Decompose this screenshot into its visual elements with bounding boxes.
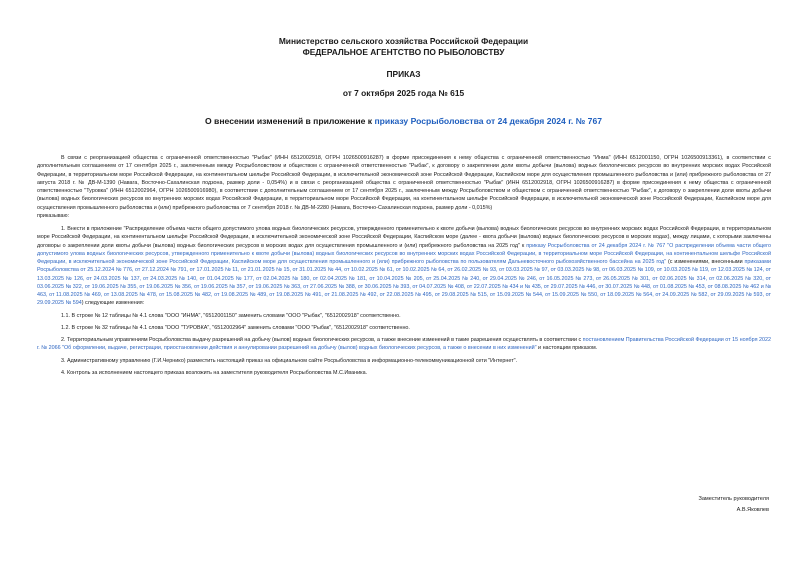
item-1-paragraph (37, 225, 771, 308)
title-prefix: О внесении изменений в приложение к (204, 116, 375, 126)
document-date-number: от 7 октября 2025 года № 615 (342, 88, 465, 98)
preamble-paragraph: В связи с реорганизацией общества с ограниченной ответственностью "Рыбак" (ИНН 6512002918, ОГРН 1026500916287) в форме присоединения к нему общества с ограниченной ответственностью "Инма" (ИНН 6512001150, ОГРН 1026500913361), в соответствии с дополнительным соглашением от 17 сентября 2025 г., заключенным между Росрыболовством и обществом с ограниченной ответственностью "Рыбак", к договору о закреплении доли квоты добычи (вылова) водных биологических ресурсов во внутренних морских водах Российской Федерации, в территориальном море Российской Федерации, на континентальном шельфе Российской Федерации, в исключительной экономической зоне Российской Федерации, Каспийском море для осуществления промышленного рыболовства и (или) прибрежного рыболовства от 27 августа 2018 г. № ДВ-М-1390 (Навага, Восточно-Сахалинская подзона, размер доли - 0,054%) и в связи с реорганизацией общества с ограниченной ответственностью "Рыбак" (ИНН 6512002918, ОГРН 1026500916287) в форме присоединения к нему общества с ограниченной ответственностью "Туровка" (ИНН 6512002964, ОГРН 1026500916980), в соответствии с дополнительным соглашением от 17 сентября 2025 г., заключенным между Росрыболовством и обществом с ограниченной ответственностью "Рыбак", к договору о закреплении доли квоты добычи (вылова) водных биологических ресурсов во внутренних морских водах Российской Федерации, в территориальном море Российской Федерации, на континентальном шельфе Российской Федерации, в исключительной экономической зоне Российской Федерации, Каспийском море для осуществления промышленного рыболовства и (или) прибрежного рыболовства от 7 сентября 2018 г. № ДВ-М-2280 (Навага, Восточно-Сахалинская подзона, размер доли - 0,015%) (37, 155, 771, 211)
item-1-order-link[interactable]: приказу Росрыболовства от 24 декабря 2024 г. № 767 "О распределении объема части общего допустимого улова водных биологических ресурсов, утвержденного применительно к квоте добычи (вылова) водных биологических ресурсов во внутренних морских водах Российской Федерации, в территориальном море Российской Федерации, на континентальном шельфе Российской Федерации, в исключительной экономической зоне Российской Федерации, Каспийском море для осуществления промышленного и (или) прибрежного рыболовства по пользователям Дальневосточного рыбохозяйственного бассейна на 2025 год" (37, 242, 772, 265)
document-title (0, 116, 807, 127)
document-type: ПРИКАЗ (386, 69, 421, 79)
item-1-amendments-link[interactable]: приказами Росрыболовства от 25.12.2024 № 776, от 27.12.2024 № 791, от 17.01.2025 № 11, от 21.01.2025 № 15, от 31.01.2025 № 44, от 10.02.2025 № 61, от 10.02.2025 № 64, от 26.02.2025 № 93, от 03.03.2025 № 97, от 03.03.2025 № 98, от 06.03.2025 № 109, от 10.03.2025 № 119, от 12.03.2025 № 124, от 13.03.2025 № 126, от 24.03.2025 № 137, от 24.03.2025 № 140, от 01.04.2025 № 177, от 02.04.2025 № 180, от 02.04.2025 № 181, от 10.04.2025 № 205, от 25.04.2025 № 240, от 29.04.2025 № 246, от 16.05.2025 № 273, от 26.05.2025 № 301, от 02.06.2025 № 314, от 02.06.2025 № 320, от 03.06.2025 № 322, от 19.06.2025 № 355, от 19.06.2025 № 356, от 19.06.2025 № 357, от 19.06.2025 № 363, от 27.06.2025 № 388, от 30.06.2025 № 393, от 04.07.2025 № 408, от 22.07.2025 № 434 и № 435, от 29.07.2025 № 446, от 30.07.2025 № 448, от 01.08.2025 № 453, от 08.08.2025 № 462 и № 463, от 11.08.2025 № 469, от 13.08.2025 № 478, от 15.08.2025 № 482, от 19.08.2025 № 489, от 19.08.2025 № 491, от 21.08.2025 № 492, от 22.08.2025 № 495, от 29.08.2025 № 515, от 15.09.2025 № 544, от 15.09.2025 № 550, от 18.09.2025 № 564, от 24.09.2025 № 582, от 29.09.2025 № 593, от 29.09.2025 № 594 (37, 259, 772, 307)
item-1-end: ) следующие изменения: (81, 300, 145, 307)
item-1-intro: 1. Внести в приложение "Распределение объема части общего допустимого улова водных биологических ресурсов, утвержденного применительно к квоте добычи (вылова) водных биологических ресурсов во внутренних морских водах Российской Федерации, в территориальном море Российской Федерации, на континентальном шельфе Российской Федерации, в исключительной экономической зоне Российской Федерации, Каспийском море (далее - квота добычи (вылова) водных биологических ресурсов в морских водах), между лицами, с которыми заключены договоры о закреплении доли квоты добычи (вылова) водных биологических ресурсов в морских водах для осуществления промышленного и (или) прибрежного рыболовства на 2025 год" к (37, 226, 771, 249)
item-2-end: и настоящим приказом. (536, 345, 598, 352)
item-1-2: 1.2. В строке № 32 таблицы № 4.1 слова "ООО "ТУРОВКА", "6512002964" заменить словами "ООО "Рыбак", "6512002918" соответственно. (61, 324, 410, 331)
item-2-resolution-link[interactable]: постановлением Правительства Российской Федерации от 15 ноября 2022 г. № 2066 "Об оформлении, выдаче, регистрации, приостановлении действия и аннулировании разрешений на добычу (вылов) водных биологических ресурсов, а также о внесении в них изменений" (37, 337, 771, 352)
signature-position: Заместитель руководителя (698, 496, 769, 502)
item-2-intro: 2. Территориальным управлениям Росрыболовства выдачу разрешений на добычу (вылов) водных биологических ресурсов, а также внесение изменений в такие разрешения осуществлять в соответствии с (61, 337, 583, 343)
item-3: 3. Административному управлению (Г.И.Чернико) разместить настоящий приказ на официальном сайте Росрыболовства в информационно-телекоммуникационной сети "Интернет". (61, 357, 518, 364)
item-1-1: 1.1. В строке № 12 таблицы № 4.1 слова "ООО "ИНМА", "6512001150" заменить словами "ООО "Рыбак", "6512002918" соответственно. (61, 312, 401, 319)
order-word: приказываю: (37, 212, 70, 219)
ministry-name: Министерство сельского хозяйства Российской Федерации (278, 36, 529, 46)
agency-name: ФЕДЕРАЛЬНОЕ АГЕНТСТВО ПО РЫБОЛОВСТВУ (302, 47, 505, 57)
signature-name: А.В.Яковлев (736, 507, 769, 513)
item-1-mid: (с изменениями, внесенными (666, 259, 745, 265)
item-4: 4. Контроль за исполнением настоящего приказа возложить на заместителя руководителя Росрыболовства М.С.Иваника. (61, 369, 368, 376)
document-body (37, 154, 771, 377)
item-2-paragraph (37, 336, 771, 353)
title-link[interactable]: приказу Росрыболовства от 24 декабря 2024 г. № 767 (374, 116, 603, 126)
